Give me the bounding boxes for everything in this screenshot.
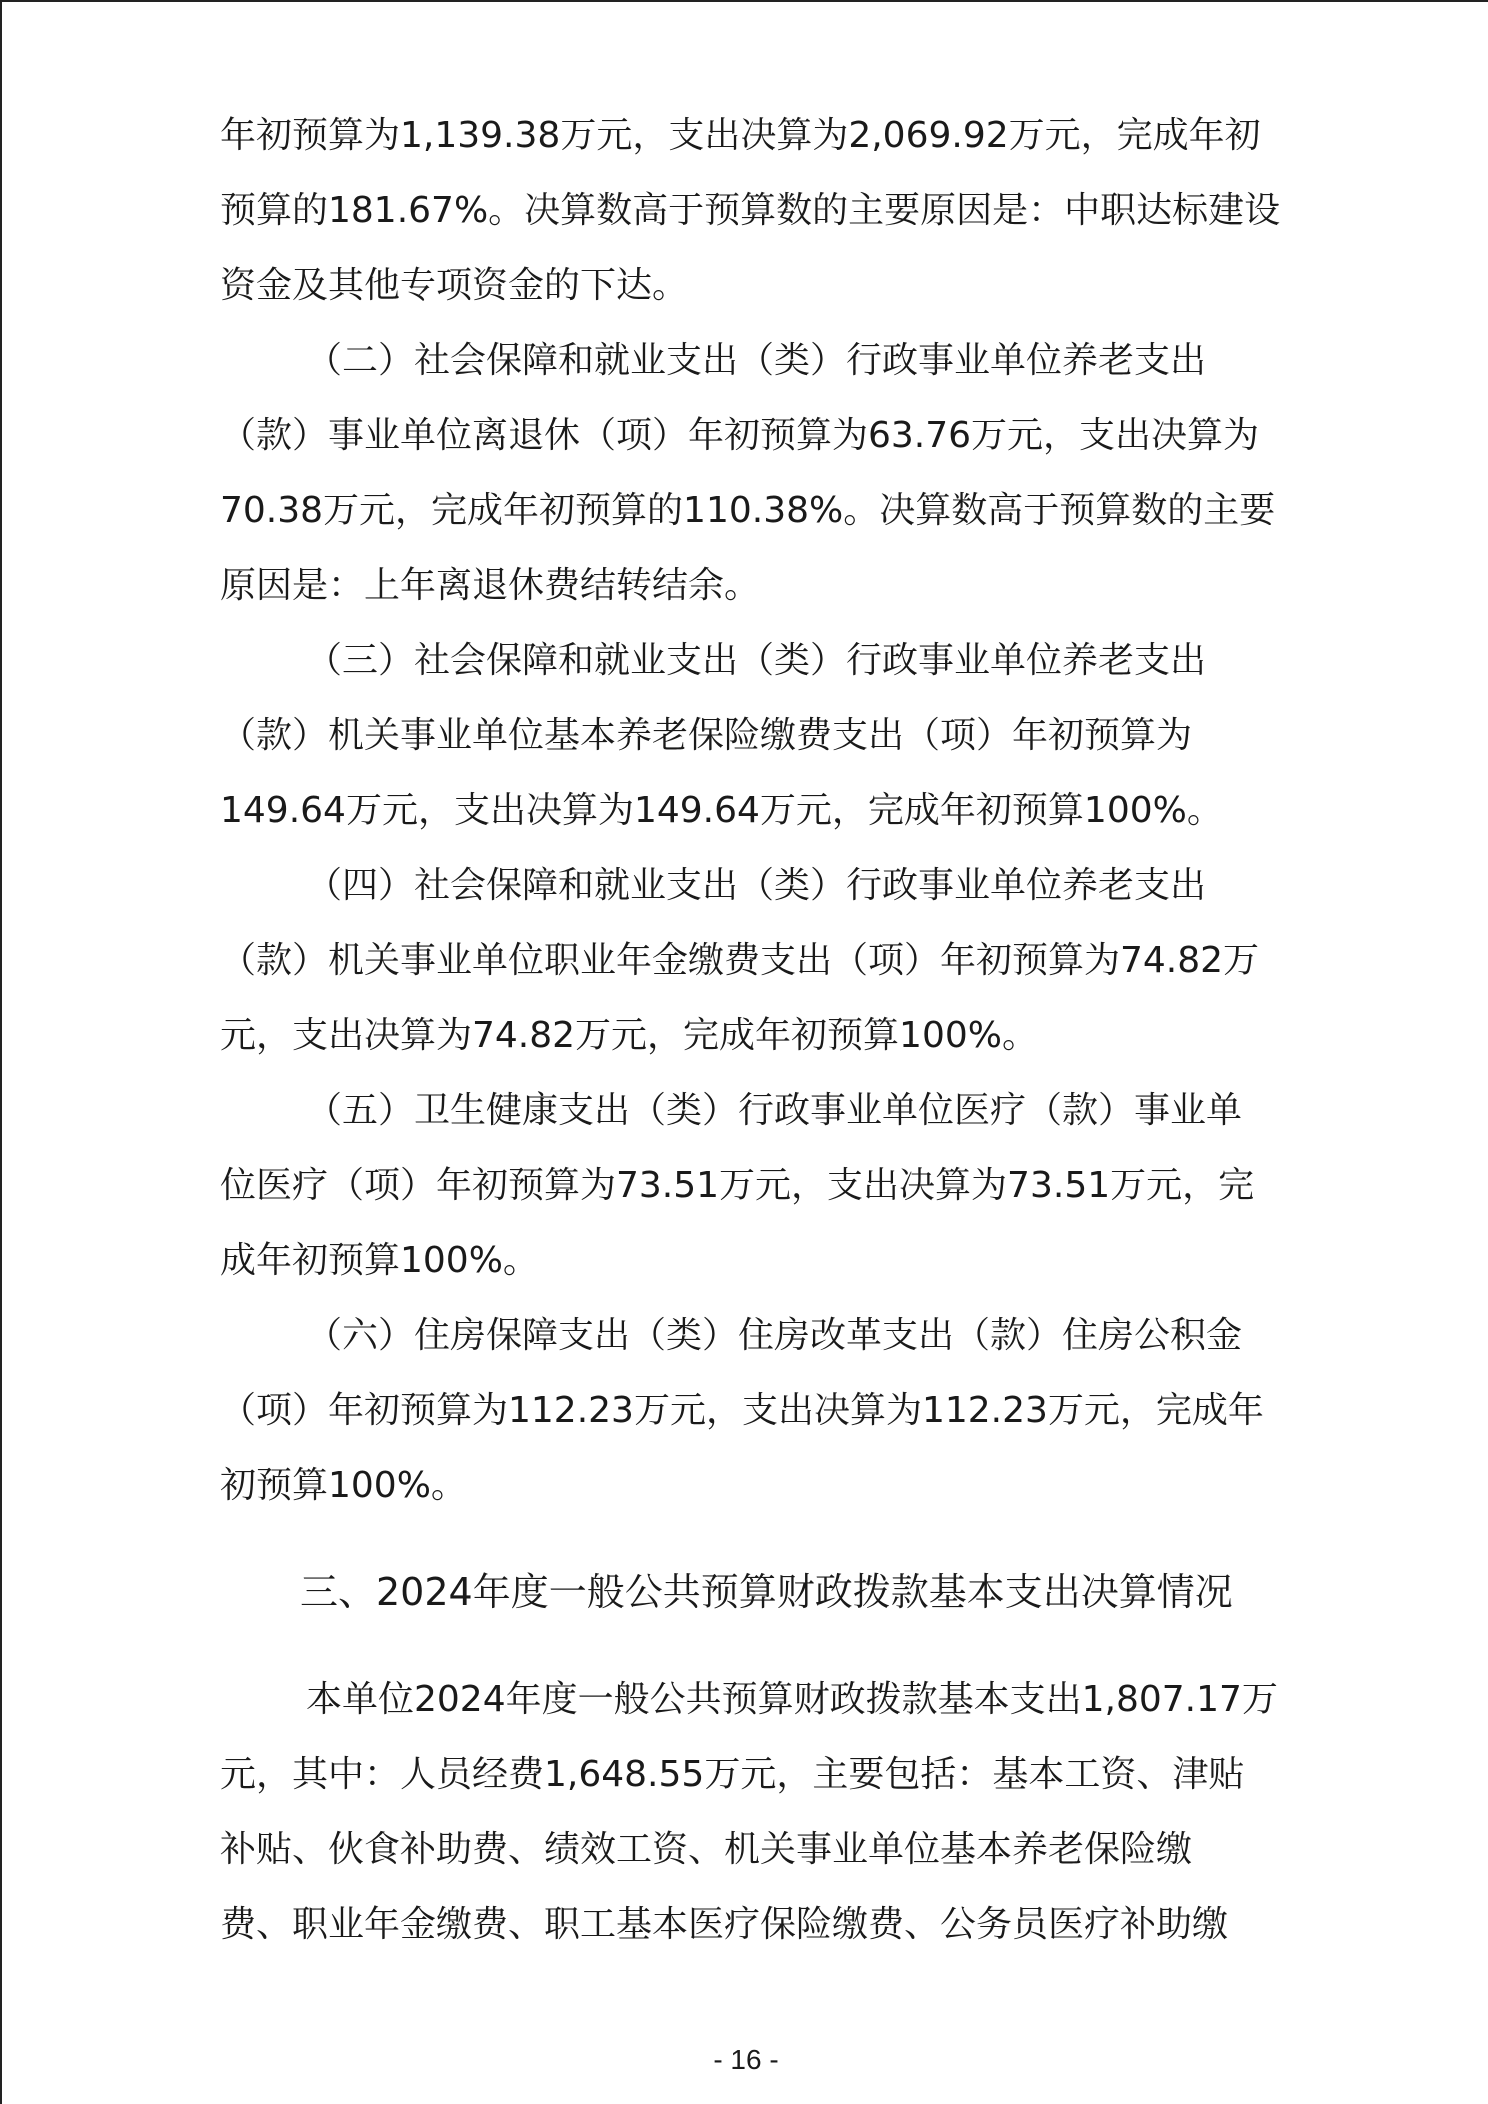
section-heading: 三、2024年度一般公共预算财政拨款基本支出决算情况 [300, 1570, 1233, 1614]
paragraph-2-line-4: 原因是：上年离退休费结转结余。 [220, 565, 761, 606]
paragraph-2-line-3: 70.38万元，完成年初预算的110.38%。决算数高于预算数的主要 [220, 490, 1276, 531]
paragraph-5-line-1: （五）卫生健康支出（类）行政事业单位医疗（款）事业单 [306, 1090, 1243, 1131]
paragraph-4-line-3: 元，支出决算为74.82万元，完成年初预算100%。 [220, 1015, 1038, 1056]
paragraph-5-line-2: 位医疗（项）年初预算为73.51万元，支出决算为73.51万元，完 [220, 1165, 1255, 1206]
closing-paragraph-line-1: 本单位2024年度一般公共预算财政拨款基本支出1,807.17万 [306, 1679, 1278, 1720]
closing-paragraph-line-4: 费、职业年金缴费、职工基本医疗保险缴费、公务员医疗补助缴 [220, 1904, 1229, 1945]
body-text [220, 98, 1290, 1962]
paragraph-6-line-1: （六）住房保障支出（类）住房改革支出（款）住房公积金 [306, 1315, 1243, 1356]
paragraph-2-line-2: （款）事业单位离退休（项）年初预算为63.76万元，支出决算为 [220, 415, 1260, 456]
closing-paragraph-line-2: 元，其中：人员经费1,648.55万元，主要包括：基本工资、津贴 [220, 1754, 1245, 1795]
paragraph-4-line-2: （款）机关事业单位职业年金缴费支出（项）年初预算为74.82万 [220, 940, 1260, 981]
paragraph-6-line-3: 初预算100%。 [220, 1465, 467, 1506]
paragraph-3-line-3: 149.64万元，支出决算为149.64万元，完成年初预算100%。 [220, 790, 1223, 831]
closing-paragraph-line-3: 补贴、伙食补助费、绩效工资、机关事业单位基本养老保险缴 [220, 1829, 1193, 1870]
paragraph-1-line-3: 资金及其他专项资金的下达。 [220, 265, 689, 306]
section-spacer [220, 1523, 1290, 1555]
paragraph-6-line-2: （项）年初预算为112.23万元，支出决算为112.23万元，完成年 [220, 1390, 1264, 1431]
paragraph-1-line-1: 年初预算为1,139.38万元，支出决算为2,069.92万元，完成年初 [220, 115, 1261, 156]
paragraph-3-line-1: （三）社会保障和就业支出（类）行政事业单位养老支出 [306, 640, 1207, 681]
paragraph-5-line-3: 成年初预算100%。 [220, 1240, 539, 1281]
page-number: - 16 - [713, 2044, 779, 2075]
section-spacer [220, 1630, 1290, 1662]
paragraph-2-line-1: （二）社会保障和就业支出（类）行政事业单位养老支出 [306, 340, 1207, 381]
paragraph-1-line-2: 预算的181.67%。决算数高于预算数的主要原因是：中职达标建设 [220, 190, 1281, 231]
paragraph-4-line-1: （四）社会保障和就业支出（类）行政事业单位养老支出 [306, 865, 1207, 906]
paragraph-3-line-2: （款）机关事业单位基本养老保险缴费支出（项）年初预算为 [220, 715, 1193, 756]
